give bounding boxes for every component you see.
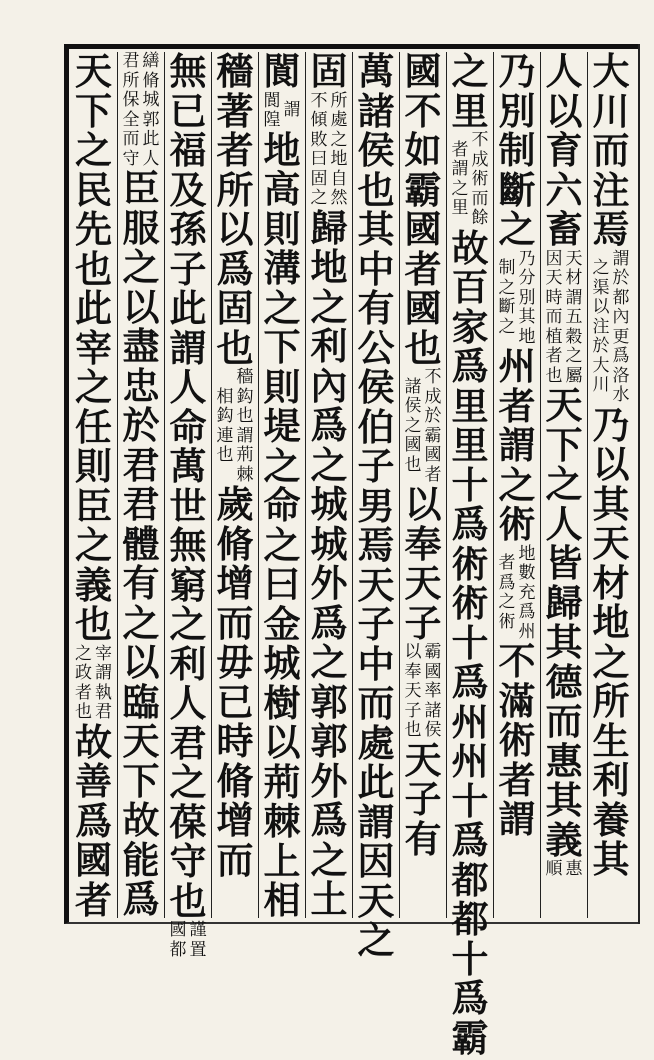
main-text: 乃 別 制 斷 之	[498, 49, 536, 251]
text-column-6	[352, 49, 399, 962]
commentary-note	[213, 368, 257, 485]
commentary-line: 之 政 者 也	[75, 643, 92, 722]
main-text: 歲 脩 增 而 毋 已 時 脩 增 而	[216, 482, 254, 882]
text-column-12	[70, 49, 117, 922]
commentary-line: 國 都	[169, 920, 187, 960]
commentary-note	[166, 921, 210, 960]
commentary-note	[307, 92, 351, 209]
commentary-note	[495, 250, 539, 348]
text-column-3	[493, 49, 540, 918]
commentary-line: 謹 置	[189, 920, 207, 960]
commentary-line: 地 數 充 爲 州	[518, 543, 536, 642]
commentary-note	[448, 131, 492, 229]
commentary-note	[119, 52, 163, 169]
commentary-line: 天 材 謂 五 穀 之 屬	[565, 248, 583, 386]
commentary-line: 謂	[283, 100, 301, 121]
main-text: 以 奉 天 子	[404, 482, 442, 645]
commentary-line: 者 謂 之 里	[451, 139, 469, 219]
commentary-note	[401, 643, 445, 741]
commentary-line: 者 爲 之 術	[498, 553, 516, 632]
text-column-7	[305, 49, 352, 921]
commentary-note	[495, 545, 539, 643]
commentary-line: 因 天 時 而 植 者 也	[545, 248, 563, 386]
main-text: 故 百 家 爲 里 里 十 爲 術 術 十 爲 州 州 十 爲 都 都 十 爲 霸	[451, 225, 489, 1060]
commentary-line: 相 鈎 連 也	[216, 386, 234, 465]
commentary-note	[589, 250, 633, 406]
text-column-2	[540, 49, 587, 918]
main-text: 不 滿 術 者 謂	[498, 639, 536, 841]
main-text: 地 高 則 溝 之 下 則 堤 之 命 之 曰 金 城 樹 以 荊 棘 上 相	[263, 127, 301, 922]
main-text: 無 已 福 及 孫 子 此 謂 人 命 萬 世 無 窮 之 利 人 君 之 葆 守 也	[169, 49, 207, 923]
commentary-line: 所 處 之 地 自 然	[330, 90, 348, 208]
main-text: 天 子 有	[404, 737, 442, 861]
commentary-note	[542, 250, 586, 387]
commentary-line: 宰 謂 執 君	[95, 643, 112, 722]
commentary-line: 繕 脩 城 郭 此 人	[142, 51, 160, 169]
commentary-line: 穡 鈎 也 謂 荊 棘	[236, 367, 254, 485]
text-column-11	[117, 51, 164, 921]
commentary-line: 不 傾 敗 曰 固 之	[310, 90, 328, 208]
main-text: 閬	[263, 49, 301, 93]
main-text: 歸 地 之 利 內 爲 之 城 城 外 爲 之 郭 郭 外 爲 之 土	[310, 205, 348, 921]
text-column-9	[211, 49, 258, 918]
commentary-line: 謂 於 都 內 更 爲 洛 水	[612, 248, 630, 405]
commentary-line: 霸 國 率 諸 侯	[424, 642, 442, 740]
commentary-line: 不 成 術 而 餘	[471, 130, 489, 228]
commentary-line: 不 成 於 霸 國 者	[424, 367, 442, 485]
main-text: 大 川 而 注 焉	[592, 49, 630, 251]
main-text: 天 下 之 民 先 也 此 宰 之 任 則 臣 之 義 也	[75, 49, 112, 646]
main-text: 乃 以 其 天 材 地 之 所 生 利 養 其	[592, 402, 630, 881]
main-text: 固	[310, 49, 348, 93]
main-text: 州 者 謂 之 術	[498, 344, 536, 546]
main-text: 臣 服 之 以 盡 忠 於 君 君 體 有 之 以 臨 天 下 故 能 爲	[122, 166, 160, 921]
text-column-1	[587, 49, 634, 918]
commentary-note	[542, 860, 586, 880]
commentary-line: 乃 分 別 其 地	[518, 248, 536, 347]
commentary-line: 制 之 斷 之	[498, 258, 516, 337]
text-column-5	[399, 49, 446, 918]
commentary-line: 以 奉 天 子 也	[404, 642, 422, 740]
page-margin-strip	[638, 44, 654, 924]
text-columns	[70, 49, 634, 1060]
commentary-line: 之 渠 以 注 於 大 川	[592, 258, 610, 396]
main-text: 天 下 之 人 皆 歸 其 德 而 惠 其 義	[545, 383, 583, 862]
commentary-line: 惠	[565, 859, 583, 879]
main-text: 萬 諸 侯 也 其 中 有 公 侯 伯 子 男 焉 天 子 中 而 處 此 謂 因 天 之	[357, 49, 395, 962]
commentary-note	[72, 645, 116, 723]
main-text: 國 不 如 霸 國 者 國 也	[404, 49, 442, 370]
text-column-8	[258, 49, 305, 922]
commentary-note	[401, 368, 445, 485]
main-text: 穡 著 者 所 以 爲 固 也	[216, 49, 254, 370]
commentary-note	[260, 92, 304, 131]
commentary-line: 諸 侯 之 國 也	[404, 376, 422, 475]
text-column-4	[446, 49, 493, 1060]
main-text: 人 以 育 六 畜	[545, 49, 583, 251]
text-column-10	[164, 49, 211, 960]
main-text: 之 里	[451, 49, 489, 133]
commentary-line: 順	[545, 859, 563, 879]
main-text: 故 善 爲 國 者	[75, 719, 112, 922]
commentary-line: 君 所 保 全 而 守	[122, 51, 140, 169]
commentary-line: 閬 隍	[263, 90, 281, 130]
